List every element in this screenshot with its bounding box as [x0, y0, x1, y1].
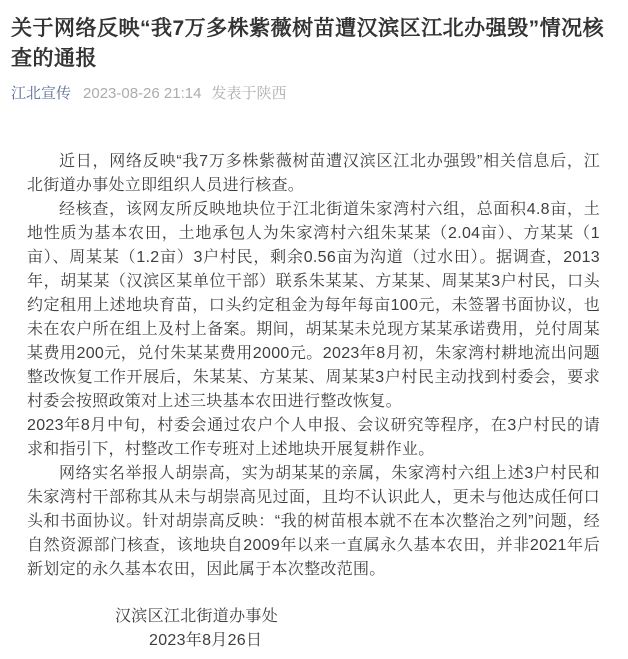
signature-date: 2023年8月26日 [149, 632, 263, 649]
article-paragraph-1: 近日，网络反映“我7万多株紫薇树苗遭汉滨区江北办强毁”相关信息后，江北街道办事处立即组织人员进行核查。 [27, 153, 600, 194]
publish-location: 发表于陕西 [211, 85, 287, 102]
signature-block [27, 605, 600, 653]
article-paragraph-2: 经核查，该网友所反映地块位于江北街道朱家湾村六组，总面积4.8亩，土地性质为基本农田，土地承包人为朱家湾村六组朱某某（2.04亩）、方某某（1亩）、周某某（1.2亩）3户村民，剩余0.56亩为沟道（过水田）。据调查，2013年，胡某某（汉滨区某单位干部）联系朱某某、方某某、周某某3户村民，口头约定租用上述地块育苗，口头约定租金为每年每亩100元，未签署书面协议，也未在农户所在组上及村上备案。期间，胡某某未兑现方某某承诺费用，兑付周某某费用200元，兑付朱某某费用2000元。2023年8月初，朱家湾村耕地流出问题整改恢复工作开展后，朱某某、方某某、周某某3户村民主动找到村委会，要求村委会按照政策对上述三块基本农田进行整改恢复。 [27, 201, 600, 410]
article-paragraph-4: 网络实名举报人胡崇高，实为胡某某的亲属，朱家湾村六组上述3户村民和朱家湾村干部称其从未与胡崇高见过面，且均不认识此人，更未与他达成任何口头和书面协议。针对胡崇高反映：“我的树苗根本就不在本次整治之列”问题，经自然资源部门核查，该地块自2009年以来一直属永久基本农田，并非2021年后新划定的永久基本农田，因此属于本次整改范围。 [27, 465, 600, 578]
signature-org: 汉滨区江北街道办事处 [115, 608, 279, 625]
publish-time: 2023-08-26 21:14 [83, 85, 202, 102]
article-paragraph-3: 2023年8月中旬，村委会通过农户个人申报、会议研究等程序，在3户村民的请求和指引下，村整改工作专班对上述地块开展复耕作业。 [27, 417, 600, 458]
page-title: 关于网络反映“我7万多株紫薇树苗遭汉滨区江北办强毁”情况核查的通报 [11, 17, 605, 70]
byline [0, 74, 628, 104]
account-name-link[interactable]: 江北宣传 [11, 85, 72, 102]
article-body [27, 150, 600, 653]
